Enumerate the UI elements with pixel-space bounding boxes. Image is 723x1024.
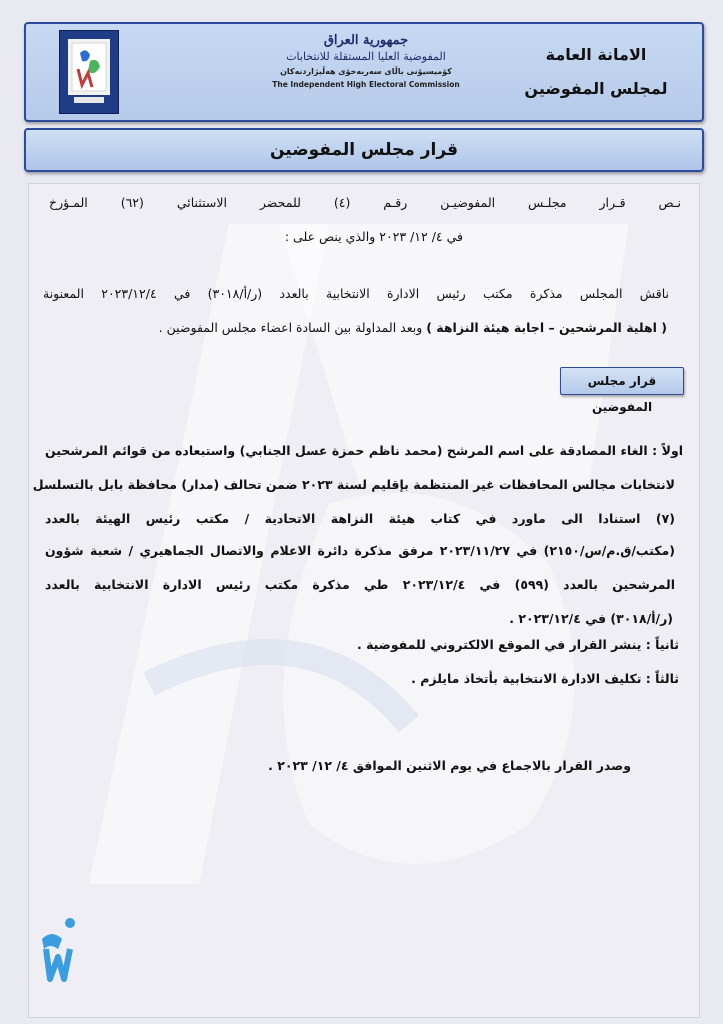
commission-name-block (266, 32, 466, 91)
decision-line-1: اولاً : الغاء المصادقة على اسم المرشح (محمد ناظم حمزة عسل الجنابي) واستبعاده من قوائم المرشحين (45, 443, 683, 458)
decision-line-2: لانتخابات مجالس المحافظات غير المنتظمة بإقليم لسنة ٢٠٢٣ ضمن تحالف (مدار) محافظة بابل بالتسلسل (32, 477, 675, 492)
decision-line-3: (٧) استنادا الى ماورد في كتاب هيئة النزاهة الاتحادية / مكتب رئيس الهيئة بالعدد (45, 511, 675, 526)
secretariat-line2: لمجلس المفوضين (524, 79, 668, 98)
decision-section-label: قرار مجلس المفوضين (560, 367, 684, 395)
intro-line-2: في ٤/ ١٢/ ٢٠٢٣ والذي ينص على : (284, 229, 463, 244)
org-english: The Independent High Electoral Commission (272, 80, 460, 89)
discussion-subject: ( اهلية المرشحين – اجابة هيئة النزاهة ) (426, 320, 667, 335)
document-title: قرار مجلس المفوضين (24, 128, 704, 172)
discussion-line-2 (159, 320, 667, 335)
discussion-line-1: ناقش المجلس مذكرة مكتب رئيس الادارة الانتخابية بالعدد (ر/أ/٣٠١٨) في ٢٠٢٣/١٢/٤ المعنونة (43, 286, 669, 301)
decision-line-6: (ر/أ/٣٠١٨) في ٢٠٢٣/١٢/٤ . (509, 611, 673, 626)
decision-line-4: (مكتب/ق.م/س/٢١٥٠) في ٢٠٢٣/١١/٢٧ مرفق مذكرة دائرة الاعلام والاتصال الجماهيري / شعبة شؤون (45, 543, 675, 558)
third-clause: ثالثاً : تكليف الادارة الانتخابية بأتخاذ مايلزم . (411, 671, 679, 686)
secretariat-label (516, 38, 676, 106)
second-clause: ثانياً : ينشر القرار في الموقع الالكتروني للمفوضية . (356, 637, 679, 652)
org-arabic-line1: جمهورية العراق (323, 33, 409, 48)
intro-line-1: نـص قـرار مجلـس المفوضيـن رقـم (٤) للمحضر الاستثنائي (٦٢) المـؤرخ (49, 195, 681, 210)
secretariat-line1: الامانة العامة (545, 45, 647, 64)
org-kurdish: كۆميسيۆنی باڵای سەربەخۆی هەڵبژاردنەكان (280, 67, 452, 76)
commission-emblem-icon (36, 915, 86, 985)
issued-statement: وصدر القرار بالاجماع في يوم الاثنين الموافق ٤/ ١٢/ ٢٠٢٣ . (268, 758, 631, 773)
document-body-panel (28, 183, 700, 1018)
org-arabic-line2: المفوضية العليا المستقلة للانتخابات (286, 50, 446, 63)
document-header (24, 22, 704, 122)
decision-line-5: المرشحين بالعدد (٥٩٩) في ٢٠٢٣/١٢/٤ طي مذكرة مكتب رئيس الادارة الانتخابية بالعدد (45, 577, 675, 592)
discussion-rest: وبعد المداولة بين السادة اعضاء مجلس المفوضين . (158, 320, 427, 335)
commission-logo-icon (59, 30, 119, 114)
watermark-logo-icon (29, 184, 701, 1019)
